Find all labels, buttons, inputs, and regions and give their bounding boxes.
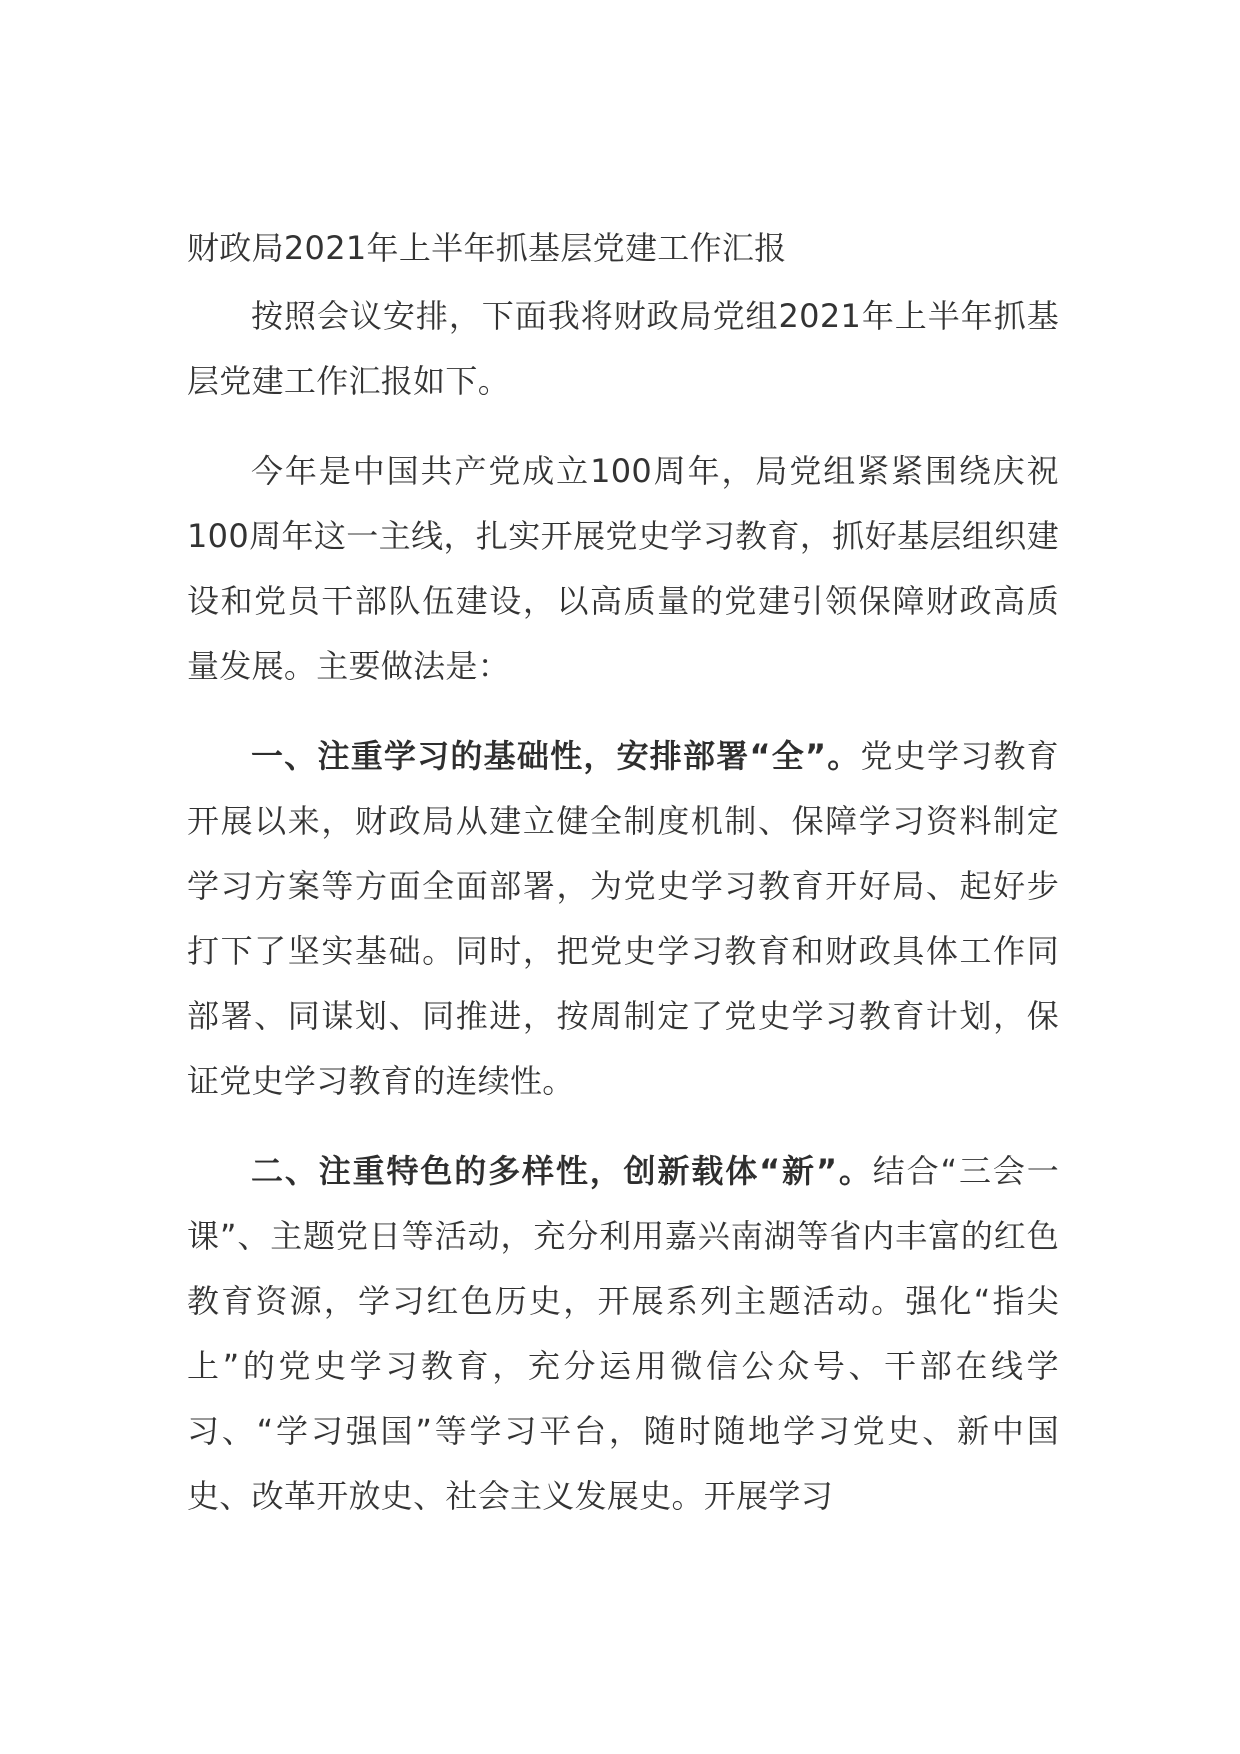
section-heading: 一、注重学习的基础性，安排部署“全”。 [251,737,861,775]
paragraph-text: 党史学习教育开展以来，财政局从建立健全制度机制、保障学习资料制定学习方案等方面全面部署，为党史学习教育开好局、起好步打下了坚实基础。同时，把党史学习教育和财政具体工作同部署、同谋划、同推进，按周制定了党史学习教育计划，保证党史学习教育的连续性。 [187,737,1059,1100]
paragraph-section-one [187,724,1059,1114]
paragraph-overview [187,439,1059,699]
paragraph-text: 按照会议安排，下面我将财政局党组2021年上半年抓基层党建工作汇报如下。 [187,297,1059,400]
document-title: 财政局2021年上半年抓基层党建工作汇报 [187,229,787,267]
paragraph-text: 结合“三会一课”、主题党日等活动，充分利用嘉兴南湖等省内丰富的红色教育资源，学习红色历史，开展系列主题活动。强化“指尖上”的党史学习教育，充分运用微信公众号、干部在线学习、“学习强国”等学习平台，随时随地学习党史、新中国史、改革开放史、社会主义发展史。开展学习 [187,1152,1059,1515]
paragraph-text: 今年是中国共产党成立100周年，局党组紧紧围绕庆祝100周年这一主线，扎实开展党史学习教育，抓好基层组织建设和党员干部队伍建设，以高质量的党建引领保障财政高质量发展。主要做法是： [187,452,1059,685]
paragraph-intro [187,284,1059,414]
paragraph-section-two [187,1139,1059,1529]
document-body [187,216,1059,1554]
section-heading: 二、注重特色的多样性，创新载体“新”。 [251,1152,873,1190]
